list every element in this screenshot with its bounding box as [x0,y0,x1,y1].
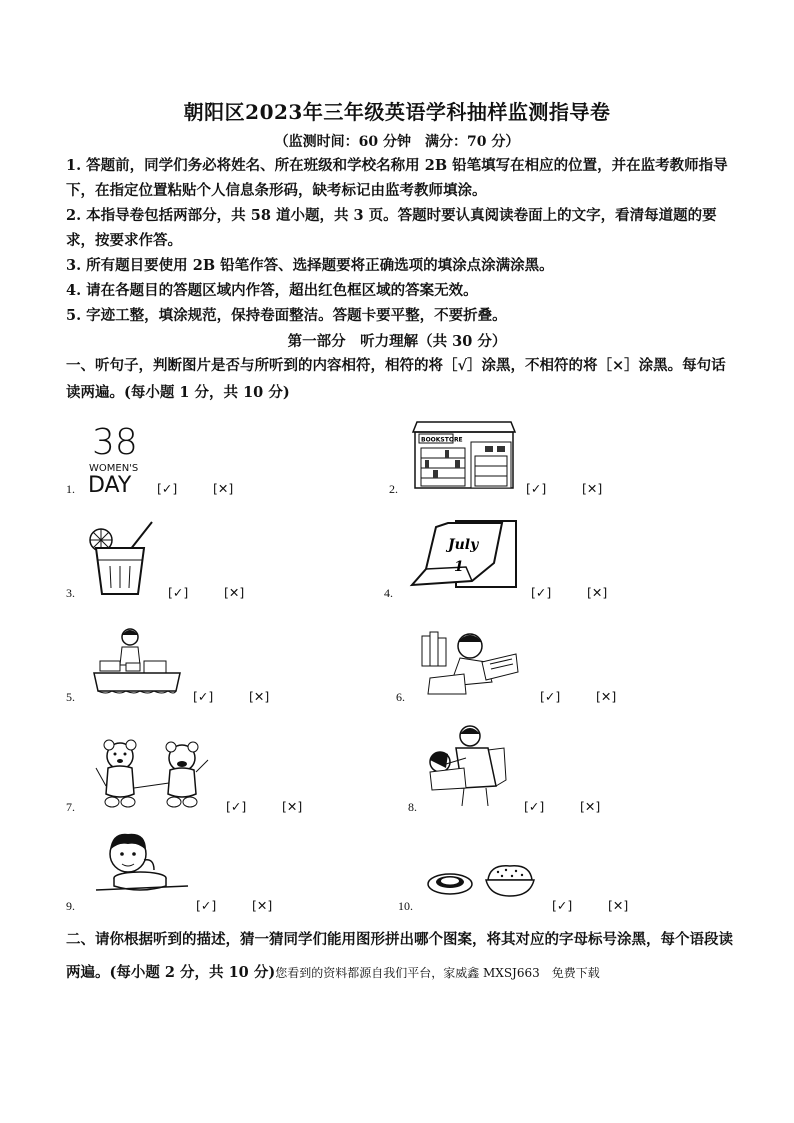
juice-glass-icon [86,518,156,598]
cross-option[interactable]: [✕] [580,799,601,814]
check-option[interactable]: [✓] [540,689,561,704]
svg-text:July: July [448,537,479,553]
instruction-1: 1. 答题前，同学们务必将姓名、所在班级和学校名称用 2B 铅笔填写在相应的位置，并在监考教师指导下，在指定位置粘贴个人信息条形码，缺考标记由监考教师填涂。 [66,157,728,199]
calendar-icon [406,519,520,589]
instruction-5: 5. 字迹工整，填涂规范，保持卷面整洁。答题卡要平整，不要折叠。 [66,307,507,324]
check-option[interactable]: [✓] [552,898,573,913]
svg-text:38: 38 [92,422,138,463]
item-number: 8. [408,800,417,814]
item-number: 4. [384,586,393,600]
check-option[interactable]: [✓] [193,689,214,704]
instruction-2: 2. 本指导卷包括两部分，共 58 道小题，共 3 页。答题时要认真阅读卷面上的文字，看清每道题的要求，按要求作答。 [66,207,717,249]
cross-option[interactable]: [✕] [282,799,303,814]
cross-option[interactable]: [✕] [608,898,629,913]
exam-subtitle: （监测时间：60 分钟 满分：70 分） [274,134,520,150]
bookstore-icon [411,418,517,490]
page-title: 朝阳区2023年三年级英语学科抽样监测指导卷 [183,100,611,124]
doctor-patient-icon [426,724,508,808]
cross-option[interactable]: [✕] [252,898,273,913]
item-number: 10. [398,899,413,913]
instruction-4: 4. 请在各题目的答题区域内作答，超出红色框区域的答案无效。 [66,282,478,299]
cross-option[interactable]: [✕] [213,481,234,496]
womens-day-logo [86,414,148,496]
question2-text: 二、请你根据听到的描述，猜一猜同学们能用图形拼出哪个图案，将其对应的字母标号涂黑，每个语段读两遍。(每小题 2 分，共 10 分) [66,931,733,981]
svg-text:BOOKSTORE: BOOKSTORE [421,436,463,444]
item-number: 6. [396,690,405,704]
question1-instruction: 一、听句子，判断图片是否与所听到的内容相符，相符的将［√］涂黑，不相符的将［×］涂黑。每句话读两遍。(每小题 1 分，共 10 分) [66,357,726,401]
svg-text:1: 1 [454,559,464,575]
check-option[interactable]: [✓] [526,481,547,496]
source-note: 您看到的资料都源自我们平台，家威鑫 MXSJ663 免费下载 [275,966,600,980]
check-option[interactable]: [✓] [168,585,189,600]
question2-instruction [66,923,734,990]
cross-option[interactable]: [✕] [587,585,608,600]
cross-option[interactable]: [✕] [224,585,245,600]
instruction-3: 3. 所有题目要使用 2B 铅笔作答、选择题要将正确选项的填涂点涂满涂黑。 [66,257,554,274]
boy-reading-icon [420,626,520,696]
part1-heading: 第一部分 听力理解（共 30 分） [287,333,507,350]
item-number: 7. [66,800,75,814]
cross-option[interactable]: [✕] [582,481,603,496]
item-number: 9. [66,899,75,913]
svg-text:DAY: DAY [88,473,132,496]
check-option[interactable]: [✓] [524,799,545,814]
food-plates-icon [426,860,538,900]
cross-option[interactable]: [✕] [249,689,270,704]
item-number: 5. [66,690,75,704]
item-number: 2. [389,482,398,496]
check-option[interactable]: [✓] [531,585,552,600]
check-option[interactable]: [✓] [196,898,217,913]
item-number: 1. [66,482,75,496]
girl-at-table-icon [90,625,185,697]
svg-text:WOMEN'S: WOMEN'S [89,463,139,474]
check-option[interactable]: [✓] [157,481,178,496]
cross-option[interactable]: [✕] [596,689,617,704]
teddy-bears-icon [94,738,210,810]
boy-with-cake-icon [92,830,192,894]
check-option[interactable]: [✓] [226,799,247,814]
item-number: 3. [66,586,75,600]
